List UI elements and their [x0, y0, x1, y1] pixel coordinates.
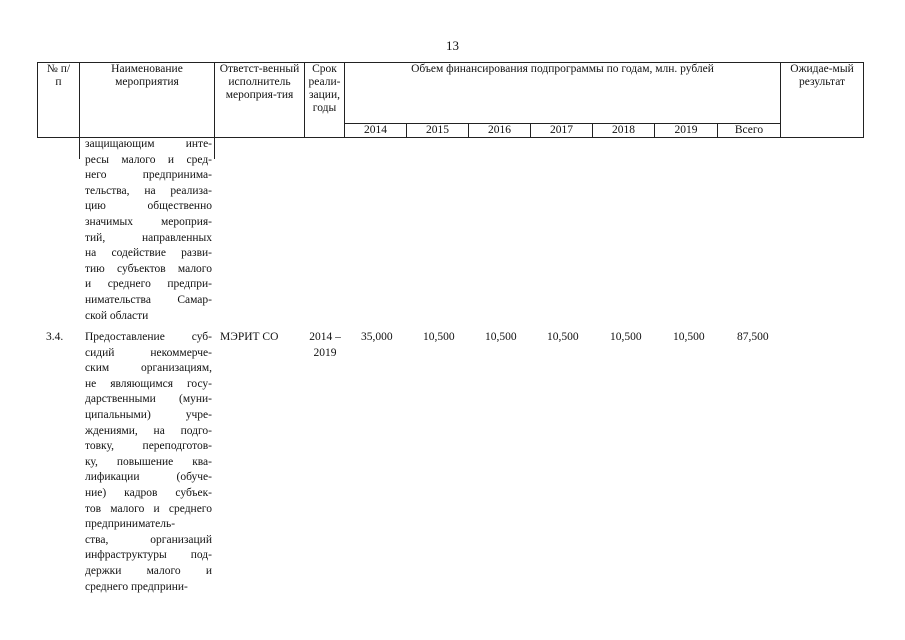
value-2016: 10,500 — [485, 331, 517, 343]
header-name: Наименование мероприятия — [80, 63, 215, 138]
row-line: товку, переподготов- — [85, 440, 212, 453]
year-2019: 2019 — [655, 124, 718, 138]
table-header — [37, 62, 864, 138]
row-line: ку, повышение ква- — [85, 455, 212, 468]
column-border — [214, 137, 215, 159]
row-line: ципальными) учре- — [85, 408, 212, 421]
header-number: № п/п — [38, 63, 80, 138]
continued-line: и среднего предпри- — [85, 278, 212, 291]
year-2016: 2016 — [469, 124, 531, 138]
continued-line: значимых мероприя- — [85, 215, 212, 228]
year-2017: 2017 — [531, 124, 593, 138]
year-2014: 2014 — [345, 124, 407, 138]
row-name — [85, 330, 212, 595]
continued-line: нимательства Самар- — [85, 293, 212, 306]
row-responsible: МЭРИТ СО — [220, 331, 279, 343]
value-2017: 10,500 — [547, 331, 579, 343]
row-line: дарственными (муни- — [85, 393, 212, 406]
column-border — [79, 137, 80, 159]
continued-line: цию общественно — [85, 200, 212, 213]
row-line: лификации (обуче- — [85, 471, 212, 484]
row-line: предприниматель- — [85, 518, 176, 531]
header-funding: Объем финансирования подпрограммы по годам, млн. рублей — [345, 63, 781, 124]
year-2018: 2018 — [593, 124, 655, 138]
header-responsible: Ответст-венный исполнитель мероприя-тия — [215, 63, 305, 138]
continued-line: защищающим инте- — [85, 138, 212, 150]
continued-line: тию субъектов малого — [85, 262, 212, 275]
continued-line: на содействие разви- — [85, 247, 212, 260]
year-total: Всего — [718, 124, 781, 138]
row-line: инфраструктуры под- — [85, 549, 212, 562]
value-total: 87,500 — [737, 331, 769, 343]
continued-line: ресы малого и сред- — [85, 153, 212, 166]
row-line: Предоставление суб- — [85, 331, 212, 343]
row-line: ждениями, на подго- — [85, 424, 212, 437]
continued-line: ской области — [85, 309, 149, 322]
row-line: ние) кадров субъек- — [85, 486, 212, 499]
continued-line: тий, направленных — [85, 231, 212, 244]
row-line: не являющимся госу- — [85, 377, 212, 390]
header-result: Ожидае-мый результат — [781, 63, 864, 138]
value-2019: 10,500 — [673, 331, 705, 343]
year-2015: 2015 — [407, 124, 469, 138]
continued-line: него предпринима- — [85, 169, 212, 182]
continued-row-name — [85, 137, 212, 324]
continued-line: тельства, на реализа- — [85, 184, 212, 197]
row-line: ства, организаций — [85, 533, 212, 546]
value-2015: 10,500 — [423, 331, 455, 343]
row-line: тов малого и среднего — [85, 502, 212, 515]
row-line: сидий некоммерче- — [85, 346, 212, 359]
row-line: держки малого и — [85, 564, 212, 577]
row-line: ским организациям, — [85, 362, 212, 375]
header-term: Срок реали-зации, годы — [305, 63, 345, 138]
value-2018: 10,500 — [610, 331, 642, 343]
row-number: 3.4. — [46, 331, 64, 343]
row-line: среднего предприни- — [85, 580, 188, 593]
page-number: 13 — [446, 38, 459, 53]
value-2014: 35,000 — [361, 331, 393, 343]
row-term: 2014 – 2019 — [309, 331, 341, 359]
